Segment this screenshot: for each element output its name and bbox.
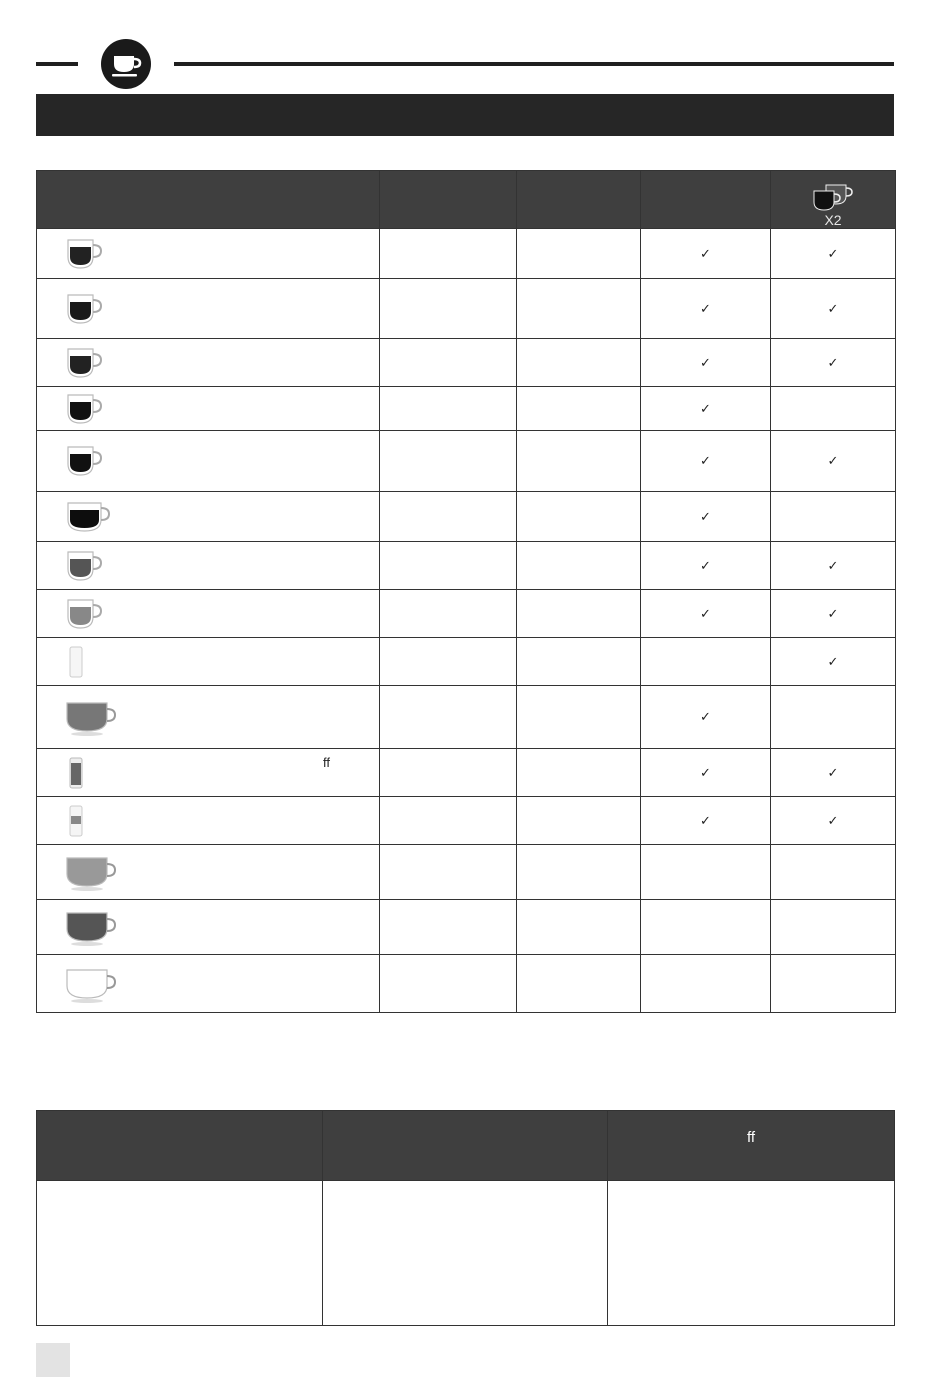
cell-col-4 bbox=[641, 900, 771, 955]
cell-col-4 bbox=[641, 686, 771, 749]
beverage-cell bbox=[37, 431, 380, 492]
cell-col-4 bbox=[641, 339, 771, 387]
check-icon: ✓ bbox=[700, 300, 711, 316]
cell-col-4 bbox=[641, 279, 771, 339]
table-row bbox=[37, 542, 896, 590]
check-icon: ✓ bbox=[827, 812, 839, 828]
header-cell-beverage bbox=[37, 171, 380, 229]
info-row bbox=[37, 1181, 895, 1326]
cell-col-4 bbox=[641, 431, 771, 492]
cell-col-5 bbox=[771, 387, 896, 431]
double-shot-label: X2 bbox=[824, 211, 842, 228]
beverage-table bbox=[36, 170, 896, 1013]
check-icon: ✓ bbox=[827, 557, 839, 573]
cell-col-3 bbox=[517, 686, 641, 749]
check-icon: ✓ bbox=[700, 764, 711, 780]
info-cell-3 bbox=[608, 1181, 895, 1326]
check-icon: ✓ bbox=[700, 453, 711, 468]
cell-col-5 bbox=[771, 590, 896, 638]
cell-col-4 bbox=[641, 229, 771, 279]
beverage-cell bbox=[37, 638, 380, 686]
beverage-cell bbox=[37, 279, 380, 339]
cell-col-5 bbox=[771, 955, 896, 1013]
check-icon: ✓ bbox=[827, 653, 839, 669]
cell-col-3 bbox=[517, 749, 641, 797]
page-number-tab bbox=[36, 1343, 70, 1377]
table-row bbox=[37, 229, 896, 279]
cell-col-3 bbox=[517, 638, 641, 686]
table-row bbox=[37, 845, 896, 900]
header-rule-right bbox=[174, 62, 894, 66]
beverage-cell bbox=[37, 492, 380, 542]
check-icon: ✓ bbox=[700, 709, 711, 724]
beverage-cell bbox=[37, 387, 380, 431]
cell-col-3 bbox=[517, 492, 641, 542]
cell-col-3 bbox=[517, 845, 641, 900]
cell-col-4 bbox=[641, 590, 771, 638]
beverage-name: ff bbox=[323, 755, 330, 770]
cell-col-4 bbox=[641, 638, 771, 686]
info-header-row bbox=[37, 1111, 895, 1181]
header-cell-2 bbox=[380, 171, 517, 229]
cell-col-5 bbox=[771, 229, 896, 279]
table-row bbox=[37, 686, 896, 749]
table-row bbox=[37, 900, 896, 955]
cell-col-2 bbox=[380, 686, 517, 749]
cell-col-5 bbox=[771, 900, 896, 955]
beverage-cell bbox=[37, 749, 380, 797]
cell-col-5 bbox=[771, 431, 896, 492]
table-row bbox=[37, 279, 896, 339]
check-icon: ✓ bbox=[700, 508, 711, 524]
cell-col-2 bbox=[380, 229, 517, 279]
cell-col-5 bbox=[771, 339, 896, 387]
check-icon: ✓ bbox=[827, 300, 839, 316]
beverage-cell bbox=[37, 900, 380, 955]
cell-col-2 bbox=[380, 431, 517, 492]
info-cell-1 bbox=[37, 1181, 323, 1326]
cell-col-2 bbox=[380, 387, 517, 431]
cell-col-3 bbox=[517, 339, 641, 387]
table-row bbox=[37, 797, 896, 845]
table-row bbox=[37, 492, 896, 542]
beverage-cell bbox=[37, 339, 380, 387]
check-icon: ✓ bbox=[827, 245, 839, 261]
cell-col-3 bbox=[517, 387, 641, 431]
cell-col-2 bbox=[380, 638, 517, 686]
check-icon: ✓ bbox=[827, 605, 839, 621]
cell-col-5 bbox=[771, 845, 896, 900]
cell-col-2 bbox=[380, 749, 517, 797]
cell-col-4 bbox=[641, 955, 771, 1013]
table-row bbox=[37, 749, 896, 797]
beverage-cell bbox=[37, 229, 380, 279]
beverage-cell bbox=[37, 542, 380, 590]
cell-col-5 bbox=[771, 542, 896, 590]
header-cell-4 bbox=[641, 171, 771, 229]
cell-col-3 bbox=[517, 542, 641, 590]
cell-col-3 bbox=[517, 279, 641, 339]
cell-col-3 bbox=[517, 900, 641, 955]
cell-col-5 bbox=[771, 279, 896, 339]
table-row bbox=[37, 339, 896, 387]
check-icon: ✓ bbox=[700, 354, 711, 370]
cell-col-2 bbox=[380, 845, 517, 900]
cell-col-3 bbox=[517, 229, 641, 279]
cell-col-2 bbox=[380, 955, 517, 1013]
info-cell-2 bbox=[323, 1181, 608, 1326]
cell-col-4 bbox=[641, 845, 771, 900]
section-title-bar bbox=[36, 94, 894, 136]
table-row bbox=[37, 431, 896, 492]
table-row bbox=[37, 387, 896, 431]
check-icon: ✓ bbox=[700, 400, 711, 416]
check-icon: ✓ bbox=[827, 453, 839, 468]
cell-col-2 bbox=[380, 590, 517, 638]
beverage-cell bbox=[37, 955, 380, 1013]
cell-col-2 bbox=[380, 797, 517, 845]
cell-col-4 bbox=[641, 797, 771, 845]
cell-col-4 bbox=[641, 492, 771, 542]
cell-col-3 bbox=[517, 955, 641, 1013]
table-row bbox=[37, 590, 896, 638]
info-header-2 bbox=[323, 1111, 608, 1181]
check-icon: ✓ bbox=[700, 605, 711, 621]
cell-col-4 bbox=[641, 542, 771, 590]
cell-col-4 bbox=[641, 387, 771, 431]
check-icon: ✓ bbox=[827, 354, 839, 370]
table-row bbox=[37, 638, 896, 686]
info-table bbox=[36, 1110, 895, 1326]
cell-col-2 bbox=[380, 900, 517, 955]
table-row bbox=[37, 955, 896, 1013]
check-icon: ✓ bbox=[700, 245, 711, 261]
cell-col-5 bbox=[771, 492, 896, 542]
cell-col-5 bbox=[771, 749, 896, 797]
header-rule-left bbox=[36, 62, 78, 66]
coffee-cup-icon bbox=[101, 39, 151, 89]
beverage-cell bbox=[37, 590, 380, 638]
beverage-cell bbox=[37, 845, 380, 900]
double-cup-icon bbox=[810, 182, 856, 212]
cell-col-4 bbox=[641, 749, 771, 797]
cell-col-2 bbox=[380, 542, 517, 590]
cell-col-5 bbox=[771, 797, 896, 845]
cell-col-3 bbox=[517, 431, 641, 492]
cell-col-2 bbox=[380, 339, 517, 387]
cell-col-5 bbox=[771, 638, 896, 686]
check-icon: ✓ bbox=[700, 557, 711, 573]
check-icon: ✓ bbox=[827, 764, 839, 780]
info-header-1 bbox=[37, 1111, 323, 1181]
cell-col-2 bbox=[380, 492, 517, 542]
cell-col-5 bbox=[771, 686, 896, 749]
cell-col-3 bbox=[517, 797, 641, 845]
cell-col-2 bbox=[380, 279, 517, 339]
check-icon: ✓ bbox=[700, 812, 711, 828]
cell-col-3 bbox=[517, 590, 641, 638]
header-cell-double bbox=[771, 171, 896, 229]
beverage-cell bbox=[37, 686, 380, 749]
header-cell-3 bbox=[517, 171, 641, 229]
info-header-3: ff bbox=[608, 1111, 895, 1181]
beverage-cell bbox=[37, 797, 380, 845]
table-header-row bbox=[37, 171, 896, 229]
